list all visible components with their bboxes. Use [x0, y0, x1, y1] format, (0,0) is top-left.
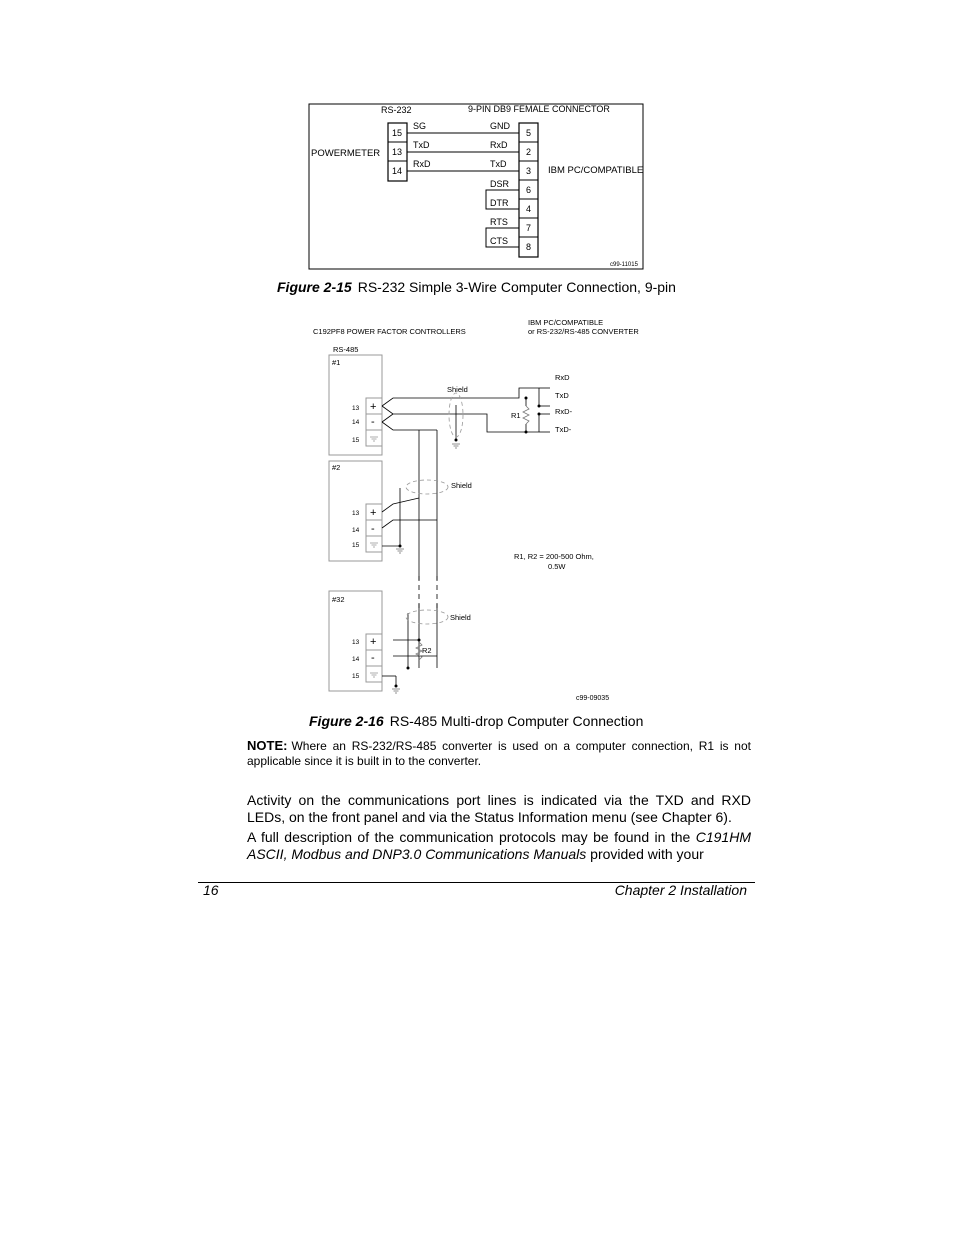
device-2-label: #2 [332, 463, 341, 472]
pc-signal-txd: TxD [555, 391, 569, 400]
junction-dots [395, 397, 541, 688]
paragraph-description [247, 829, 751, 863]
dev2-minus: - [371, 523, 375, 535]
controllers-label: C192PF8 POWER FACTOR CONTROLLERS [313, 327, 466, 336]
pc-signal-rxd: RxD [555, 373, 570, 382]
dev1-plus: + [370, 401, 377, 413]
dev1-pin-13: 13 [352, 405, 360, 412]
r2-label: R2 [422, 646, 432, 655]
right-signal-cts: CTS [490, 236, 508, 246]
resistor-note-2: 0.5W [548, 562, 566, 571]
resistor-r1-icon [523, 406, 529, 424]
figure-15-number: Figure 2-15 [277, 279, 352, 295]
right-signal-txd: TxD [490, 159, 507, 169]
dev32-pin-15: 15 [352, 673, 360, 680]
figure-15-caption [277, 279, 676, 295]
dev32-pin-14: 14 [352, 656, 360, 663]
bus-continuation [419, 576, 437, 608]
note-text: Where an RS-232/RS-485 converter is used on a computer connection, R1 is not applicable since it is built in to the converter. [247, 739, 751, 768]
paragraph-activity: Activity on the communications port lines is indicated via the TXD and RXD LEDs, on the front panel and via the Status Information menu (see Chapter 6). [247, 792, 751, 825]
left-signal-txd: TxD [413, 140, 430, 150]
figure-16-number: Figure 2-16 [309, 713, 384, 729]
footer-chapter: Chapter 2 Installation [614, 882, 747, 898]
figure-16-code: c99-09035 [576, 695, 610, 702]
right-pin-4: 4 [526, 204, 532, 214]
right-pin-7: 7 [526, 223, 532, 233]
ibm-pc-label: IBM PC/COMPATIBLE [548, 165, 644, 176]
figure-16-title: RS-485 Multi-drop Computer Connection [389, 713, 644, 729]
dev1-pin-15: 15 [352, 437, 360, 444]
figure-16-caption [309, 713, 643, 729]
figure-15-code: c99-11015 [610, 262, 638, 268]
dev2-plus: + [370, 507, 377, 519]
rs485-label: RS-485 [333, 345, 359, 354]
figure-2-15-diagram [0, 0, 954, 280]
dev2-pin-13: 13 [352, 510, 360, 517]
right-signal-dtr: DTR [490, 198, 509, 208]
dev1-pin-14: 14 [352, 419, 360, 426]
shield-ellipses [406, 393, 463, 624]
left-pin-14: 14 [392, 166, 403, 176]
resistor-note-1: R1, R2 = 200-500 Ohm, [514, 552, 594, 561]
dev32-plus: + [370, 636, 377, 648]
right-signal-rts: RTS [490, 217, 508, 227]
right-pin-3: 3 [526, 166, 532, 176]
figure-15-frame [309, 104, 643, 269]
dev32-pin-13: 13 [352, 639, 360, 646]
note-block [247, 738, 751, 769]
shield-label-1: Shield [447, 385, 468, 394]
right-pin-8: 8 [526, 242, 532, 252]
right-pin-2: 2 [526, 147, 532, 157]
left-pin-13: 13 [392, 147, 403, 157]
rs232-header: RS-232 [381, 105, 412, 115]
ibm-label-2: or RS-232/RS-485 CONVERTER [528, 327, 639, 336]
r1-label: R1 [511, 411, 521, 420]
right-pin-6: 6 [526, 185, 532, 195]
note-label: NOTE: [247, 738, 288, 753]
device-1-label: #1 [332, 358, 341, 367]
right-signal-dsr: DSR [490, 179, 510, 189]
powermeter-label: POWERMETER [311, 148, 381, 159]
figure-15-title: RS-232 Simple 3-Wire Computer Connection, 9-pin [357, 279, 676, 295]
pc-signal-txd-minus: TxD- [555, 425, 572, 434]
paragraph-description-post: provided with your [586, 846, 704, 862]
dev32-minus: - [371, 652, 375, 664]
right-pin-5: 5 [526, 128, 532, 138]
right-signal-gnd: GND [490, 121, 510, 131]
dev1-minus: - [371, 416, 375, 428]
left-signal-sg: SG [413, 121, 427, 131]
device-32-label: #32 [332, 595, 345, 604]
right-signal-rxd: RxD [490, 140, 508, 150]
shield-label-2: Shield [451, 481, 472, 490]
ibm-label-1: IBM PC/COMPATIBLE [528, 318, 604, 327]
left-pin-15: 15 [392, 128, 403, 138]
pc-signal-rxd-minus: RxD- [555, 407, 573, 416]
shield-label-3: Shield [450, 613, 471, 622]
connector-header: 9-PIN DB9 FEMALE CONNECTOR [468, 104, 610, 114]
paragraph-description-manuals: C191HM ASCII, Modbus and DNP3.0 Communications Manuals [247, 829, 751, 862]
dev2-pin-14: 14 [352, 527, 360, 534]
footer-page-number: 16 [203, 882, 219, 898]
left-signal-rxd: RxD [413, 159, 431, 169]
dev2-pin-15: 15 [352, 542, 360, 549]
figure-2-16-diagram [0, 300, 954, 710]
paragraph-description-pre: A full description of the communication protocols may be found in the [247, 829, 696, 845]
